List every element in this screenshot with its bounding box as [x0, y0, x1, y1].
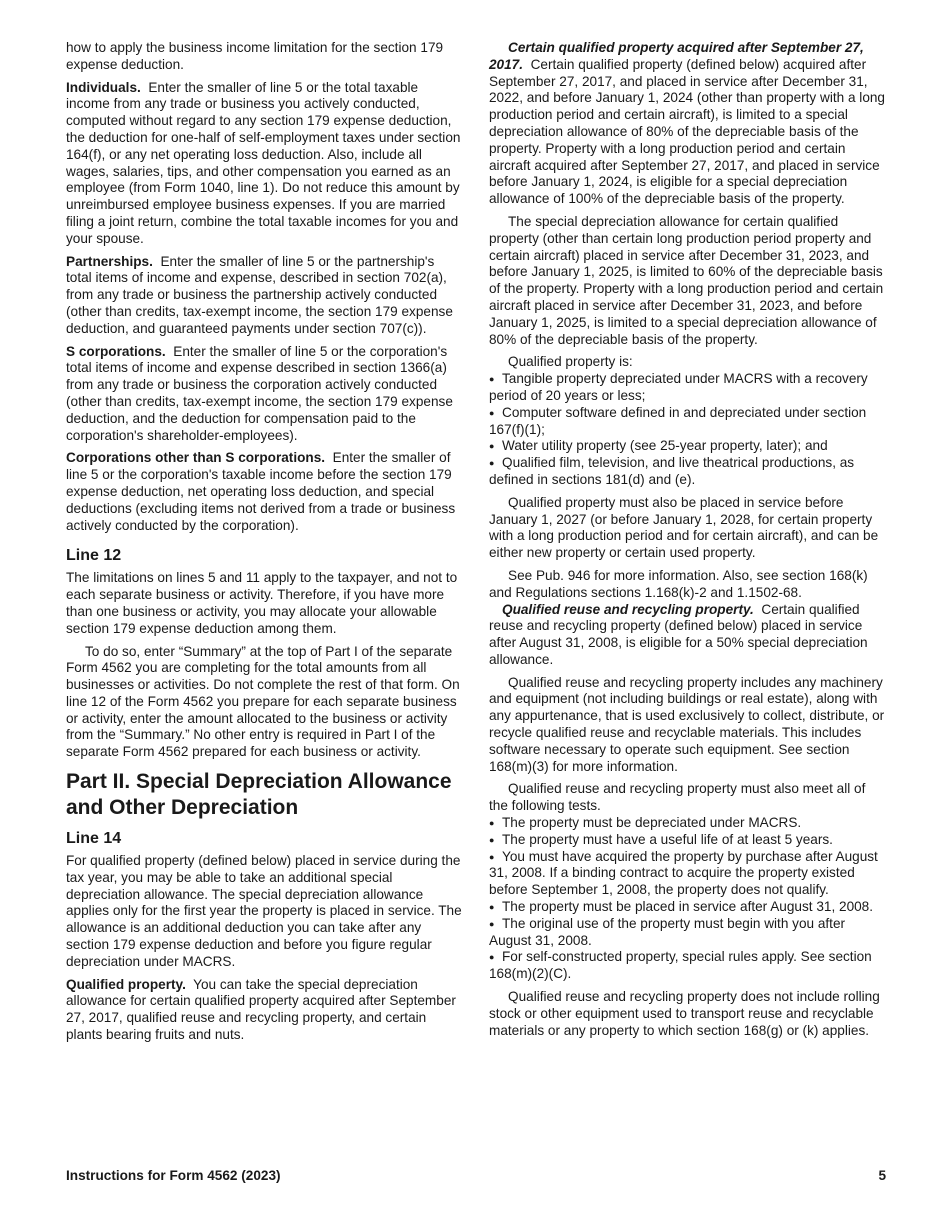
bullet-icon: ● — [489, 851, 495, 862]
paragraph-text: Enter the smaller of line 5 or the partnership's total items of income and expense, described in section 702(a), from any trade or business the partnership actively conducted (other than credits, tax-exempt income, the section 179 expense deduction, and guaranteed payments under section 707(c)). — [66, 253, 453, 336]
section-heading-line-12: Line 12 — [66, 547, 122, 565]
list-item: ● The property must be placed in service after August 31, 2008. — [489, 899, 874, 915]
right-column — [489, 40, 887, 1045]
paragraph-certain-qualified — [489, 40, 887, 208]
page-number: 5 — [878, 1168, 886, 1183]
bullet-icon: ● — [489, 952, 495, 963]
bullet-icon: ● — [489, 407, 495, 418]
run-in-heading: Qualified reuse and recycling property. — [502, 601, 754, 617]
paragraph: Qualified reuse and recycling property includes any machinery and equipment (not including buildings or real estate), along with any appurtenance, that is used exclusively to collect, distribute, or recycle qualified reuse and recyclable materials. This includes software necessary to operate such equipment. See section 168(m)(3) for more information. — [489, 674, 885, 774]
list-item: ● Tangible property depreciated under MACRS with a recovery period of 20 years or less; — [489, 371, 868, 403]
paragraph: The limitations on lines 5 and 11 apply to the taxpayer, and not to each separate business or activity. Therefore, if you have more than one business or activity, you may allocate your allowable section 179 expense deduction among them. — [66, 570, 458, 636]
section-heading-line-14: Line 14 — [66, 830, 122, 848]
run-in-heading: Qualified property. — [66, 976, 186, 992]
list-item: ● Qualified film, television, and live theatrical productions, as defined in sections 181(d) and (e). — [489, 455, 855, 487]
list-item: ● For self-constructed property, special rules apply. See section 168(m)(2)(C). — [489, 949, 872, 982]
footer-title: Instructions for Form 4562 (2023) — [66, 1168, 281, 1183]
tests-list — [489, 815, 887, 983]
list-item: ● The property must have a useful life of at least 5 years. — [489, 831, 833, 847]
paragraph-partnerships — [66, 254, 462, 338]
list-item: ● The original use of the property must begin with you after August 31, 2008. — [489, 915, 846, 948]
list-item: ● You must have acquired the property by purchase after August 31, 2008. If a binding contract to acquire the property existed before September 1, 2008, the property does not qualify. — [489, 848, 878, 898]
paragraph: Qualified reuse and recycling property does not include rolling stock or other equipment used to transport reuse and recyclable materials or any property to which section 168(g) or (k) applies. — [489, 989, 880, 1038]
paragraph: Qualified property must also be placed in service before January 1, 2027 (or before January 1, 2028, for certain property with a long production period and for certain aircraft), and can be either new property or certain used property. — [489, 494, 879, 561]
paragraph: The special depreciation allowance for certain qualified property (other than certain long production period property and certain aircraft) placed in service after December 31, 2023, and before January 1, 2025, is limited to 60% of the depreciable basis of the property. Property with a long production period and certain aircraft placed in service after December 31, 2023, and before January 1, 2025, is limited to a special depreciation allowance of 80% of the depreciable basis of the property. — [489, 213, 884, 347]
paragraph: For qualified property (defined below) placed in service during the tax year, you may be able to take an additional special depreciation allowance. The special depreciation allowance applies only for the first year the property is placed in service. The allowance is an additional deduction you can take after any section 179 expense deduction and before you figure regular depreciation under MACRS. — [66, 853, 462, 969]
paragraph-text: Enter the smaller of line 5 or the corporation's total items of income and expense described in section 1366(a) from any trade or business the corporation actively conducted (other than credits, tax-exempt income, the section 179 expense deduction, and the deduction for compensation paid to the corporation's shareholder-employees). — [66, 343, 453, 443]
bullet-icon: ● — [489, 441, 495, 452]
run-in-heading: S corporations. — [66, 343, 166, 359]
bullet-icon: ● — [489, 918, 495, 929]
qualified-property-list — [489, 371, 887, 489]
paragraph-qualified-property — [66, 977, 462, 1044]
paragraph-text: You can take the special depreciation allowance for certain qualified property acquired after September 27, 2017, qualified reuse and recycling property, and certain plants bearing fruits and nuts. — [66, 976, 456, 1043]
list-item: ● Water utility property (see 25-year property, later); and — [489, 438, 828, 454]
part-heading: Part II. Special Depreciation Allowance and Other Depreciation — [66, 770, 452, 820]
run-in-heading: Individuals. — [66, 79, 141, 95]
bullet-icon: ● — [489, 374, 495, 385]
run-in-heading: Partnerships. — [66, 253, 153, 269]
bullet-icon: ● — [489, 458, 495, 469]
run-in-heading: Corporations other than S corporations. — [66, 450, 326, 466]
list-item: ● Computer software defined in and depreciated under section 167(f)(1); — [489, 404, 867, 437]
paragraph: To do so, enter “Summary” at the top of Part I of the separate Form 4562 you are completing for the total amounts from all businesses or activities. Do not complete the rest of that form. On line 12 of the Form 4562 you prepare for each separate business or activity, enter the amount allocated to the business or activity from the “Summary.” No other entry is required in Part I of the separate Form 4562 prepared for each business or activity. — [66, 643, 460, 760]
run-in-heading: Certain qualified property acquired after September 27, 2017. — [489, 40, 864, 72]
bullet-icon: ● — [489, 902, 495, 913]
paragraph-text: Enter the smaller of line 5 or the corporation's taxable income before the section 179 expense deduction, net operating loss deduction, and special deductions (excluding items not derived from a trade or business actively conducted by the corporation). — [66, 450, 456, 533]
paragraph-individuals — [66, 80, 462, 248]
paragraph: how to apply the business income limitation for the section 179 expense deduction. — [66, 40, 444, 72]
paragraph: See Pub. 946 for more information. Also, see section 168(k) and Regulations sections 1.168(k)-2 and 1.1502-68. — [489, 567, 868, 600]
left-column — [66, 40, 462, 1050]
paragraph-s-corporations — [66, 344, 462, 445]
paragraph-text: Certain qualified property (defined below) acquired after September 27, 2017, and placed in service after December 31, 2022, and before January 1, 2024 (other than property with a long production period and certain aircraft), is limited to a special depreciation allowance of 80% of the depreciable basis of the property. Property with a long production period and certain aircraft acquired after September 27, 2017, and placed in service before January 1, 2024, is eligible for a special depreciation allowance of 100% of the depreciable basis of the property. — [489, 56, 885, 207]
bullet-icon: ● — [489, 818, 495, 829]
paragraph: Qualified reuse and recycling property must also meet all of the following tests. — [489, 781, 866, 814]
list-item: ● The property must be depreciated under MACRS. — [489, 815, 802, 831]
paragraph-reuse-recycling — [489, 602, 887, 669]
page-footer — [66, 1168, 886, 1183]
paragraph: Qualified property is: — [508, 354, 633, 370]
bullet-icon: ● — [489, 834, 495, 845]
paragraph-other-corporations — [66, 450, 462, 534]
paragraph-text: Enter the smaller of line 5 or the total taxable income from any trade or business you actively conducted, computed without regard to any section 179 expense deduction, the deduction for one-half of self-employment taxes under section 164(f), or any net operating loss deduction. Also, include all wages, salaries, tips, and other compensation you earned as an employee (from Form 1040, line 1). Do not reduce this amount by unreimbursed employee business expenses. If you are married filing a joint return, combine the total taxable incomes for you and your spouse. — [66, 79, 461, 246]
paragraph-text: Certain qualified reuse and recycling property (defined below) placed in service after August 31, 2008, is eligible for a 50% special depreciation allowance. — [489, 601, 868, 667]
